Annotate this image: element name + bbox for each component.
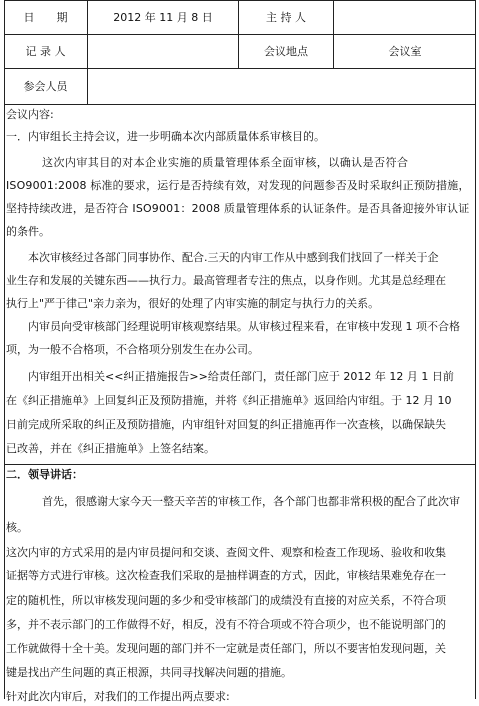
paragraph-line: 针对此次内审后，对我们的工作提出两点要求: <box>6 690 230 703</box>
paragraph-line: 定的随机性，所以审核发现问题的多少和受审核部门的成绩没有直接的对应关系，不符合项 <box>6 594 446 607</box>
paragraph-line: 这次内审其目的对本企业实施的质量管理体系全面审核，以确认是否符合 <box>42 156 409 169</box>
paragraph-line: 多，并不表示部门的工作做得不好，相反，没有不符合项或不符合项少，也不能说明部门的 <box>6 618 446 631</box>
paragraph-line: 执行上"严于律己"亲力亲为，很好的处理了内审实施的制定与执行力的关系。 <box>6 297 380 310</box>
paragraph-line: 在《纠正措施单》上回复纠正及预防措施，并将《纠正措施单》返回给内审组。于 12 月 10 <box>6 394 452 407</box>
paragraph-line: 证据等方式进行审核。这次检查我们采取的是抽样调查的方式，因此，审核结果难免存在一 <box>6 569 446 582</box>
paragraph-line: 本次审核经过各部门同事协作、配合.三天的内审工作从中感到我们找回了一样关于企 <box>28 251 439 264</box>
content-heading: 会议内容: <box>6 108 54 121</box>
paragraph-line: 坚持持续改进，是否符合 ISO9001：2008 质量管理体系的认证条件。是否具备迎接外审认证 <box>6 202 470 215</box>
section-1-title: 一．内审组长主持会议，进一步明确本次内部质量体系审核目的。 <box>6 130 325 143</box>
location-label: 会议地点 <box>264 45 308 58</box>
paragraph-line: 键是找出产生问题的真正根源，共同寻找解决问题的措施。 <box>6 666 292 679</box>
paragraph-line: ISO9001:2008 标准的要求，运行是否持续有效，对发现的问题参否及时采取纠正预防措施， <box>6 179 470 192</box>
recorder-label: 记 录 人 <box>25 45 66 58</box>
section-divider <box>4 464 476 465</box>
attendees-value <box>88 68 476 104</box>
host-value <box>334 0 476 34</box>
paragraph-line: 核。 <box>6 521 28 534</box>
paragraph-line: 业生存和发展的关键东西——执行力。最高管理者专注的焦点，以身作则。尤其是总经理在 <box>6 274 446 287</box>
date-label: 日 期 <box>23 11 68 24</box>
paragraph-line: 项，为一般不合格项，不合格项分别发生在办公司。 <box>6 343 259 356</box>
host-label: 主 持 人 <box>266 11 306 24</box>
paragraph-line: 的条件。 <box>6 225 50 238</box>
paragraph-line: 日前完成所采取的纠正及预防措施，内审组针对回复的纠正措施再作一次查核，以确保缺失 <box>6 418 446 431</box>
row-divider <box>4 104 476 105</box>
attendees-label: 参会人员 <box>23 80 68 93</box>
date-value: 2012 年 11 月 8 日 <box>113 11 213 24</box>
section-2-title: 二．领导讲话： <box>6 468 83 481</box>
paragraph-line: 内审组开出相关<<纠正措施报告>>给责任部门，责任部门应于 2012 年 12 月 1 日前 <box>28 370 454 383</box>
leader-speech <box>6 466 469 703</box>
paragraph-line: 内审员向受审核部门经理说明审核观察结果。从审核过程来看，在审核中发现 1 项不合格 <box>28 320 460 333</box>
recorder-value <box>88 34 238 68</box>
paragraph-line: 已改善，并在《纠正措施单》上签名结案。 <box>6 442 215 455</box>
location-value: 会议室 <box>388 45 422 58</box>
paragraph-line: 首先，很感谢大家今天一整天辛苦的审核工作，各个部门也都非常积极的配合了此次审 <box>42 495 460 508</box>
paragraph-line: 工作就做得十全十美。发现问题的部门并不一定就是责任部门，所以不要害怕发现问题，关 <box>6 642 446 655</box>
paragraph-line: 这次内审的方式采用的是内审员提问和交谈、查阅文件、观察和检查工作现场、验收和收集 <box>6 546 446 559</box>
